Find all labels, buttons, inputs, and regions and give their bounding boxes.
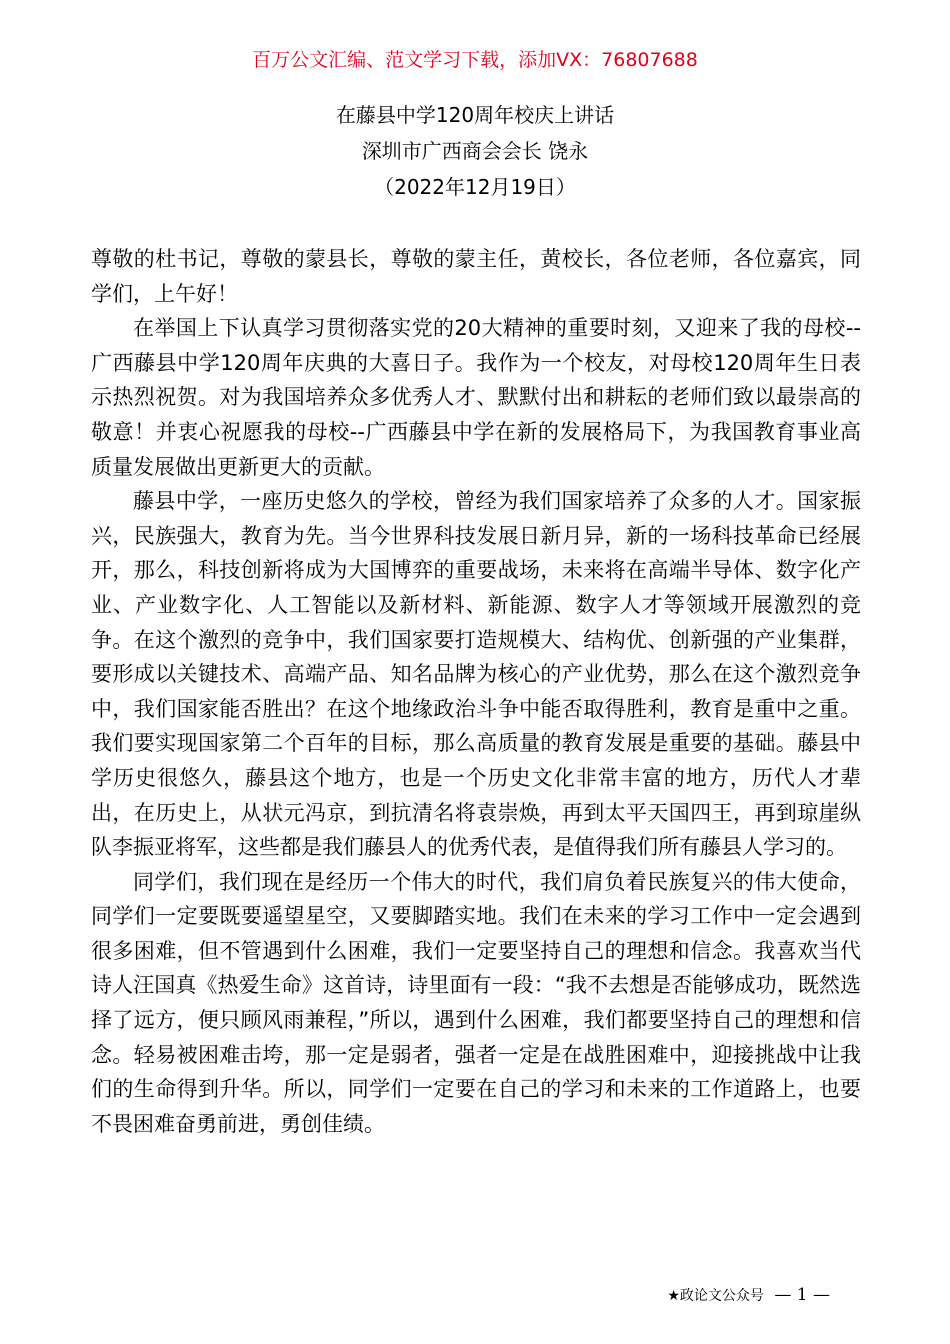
body-paragraph: 同学们，我们现在是经历一个伟大的时代，我们肩负着民族复兴的伟大使命，同学们一定要既要遥望星空，又要脚踏实地。我们在未来的学习工作中一定会遇到很多困难，但不管遇到什么困难，我们一定要坚持自己的理想和信念。我喜欢当代诗人汪国真《热爱生命》这首诗，诗里面有一段：“我不去想是否能够成功，既然选择了远方，便只顾风雨兼程，”所以，遇到什么困难，我们都要坚持自己的理想和信念。轻易被困难击垮，那一定是弱者，强者一定是在战胜困难中，迎接挑战中让我们的生命得到升华。所以，同学们一定要在自己的学习和未来的工作道路上，也要不畏困难奋勇前进，勇创佳绩。 xyxy=(91,869,861,1136)
speech-date: （2022年12月19日） xyxy=(374,175,576,199)
page-footer xyxy=(667,1284,830,1307)
page-number: — 1 — xyxy=(774,1285,830,1305)
footer-source: ★政论文公众号 xyxy=(667,1288,764,1304)
header-banner: 百万公文汇编、范文学习下载，添加VX：76807688 xyxy=(252,49,698,71)
greeting-paragraph: 尊敬的杜书记，尊敬的蒙县长，尊敬的蒙主任，黄校长，各位老师，各位嘉宾，同学们，上午好！ xyxy=(91,247,861,306)
speaker-line: 深圳市广西商会会长 饶永 xyxy=(361,139,589,163)
body-paragraph: 藤县中学，一座历史悠久的学校，曾经为我们国家培养了众多的人才。国家振兴，民族强大，教育为先。当今世界科技发展日新月异，新的一场科技革命已经展开，那么，科技创新将成为大国博弈的重要战场，未来将在高端半导体、数字化产业、产业数字化、人工智能以及新材料、新能源、数字人才等领域开展激烈的竞争。在这个激烈的竞争中，我们国家要打造规模大、结构优、创新强的产业集群，要形成以关键技术、高端产品、知名品牌为核心的产业优势，那么在这个激烈竞争中，我们国家能否胜出？在这个地缘政治斗争中能否取得胜利，教育是重中之重。我们要实现国家第二个百年的目标，那么高质量的教育发展是重要的基础。藤县中学历史很悠久，藤县这个地方，也是一个历史文化非常丰富的地方，历代人才辈出，在历史上，从状元冯京，到抗清名将袁崇焕，再到太平天国四王，再到琼崖纵队李振亚将军，这些都是我们藤县人的优秀代表，是值得我们所有藤县人学习的。 xyxy=(91,489,861,860)
body-paragraph: 在举国上下认真学习贯彻落实党的20大精神的重要时刻，又迎来了我的母校--广西藤县中学120周年庆典的大喜日子。我作为一个校友，对母校120周年生日表示热烈祝贺。对为我国培养众多优秀人才、默默付出和耕耘的老师们致以最崇高的敬意！并衷心祝愿我的母校--广西藤县中学在新的发展格局下，为我国教育事业高质量发展做出更新更大的贡献。 xyxy=(91,316,861,479)
speech-body xyxy=(91,242,861,1141)
speech-title: 在藤县中学120周年校庆上讲话 xyxy=(335,103,615,127)
speech-title-block xyxy=(0,97,950,205)
